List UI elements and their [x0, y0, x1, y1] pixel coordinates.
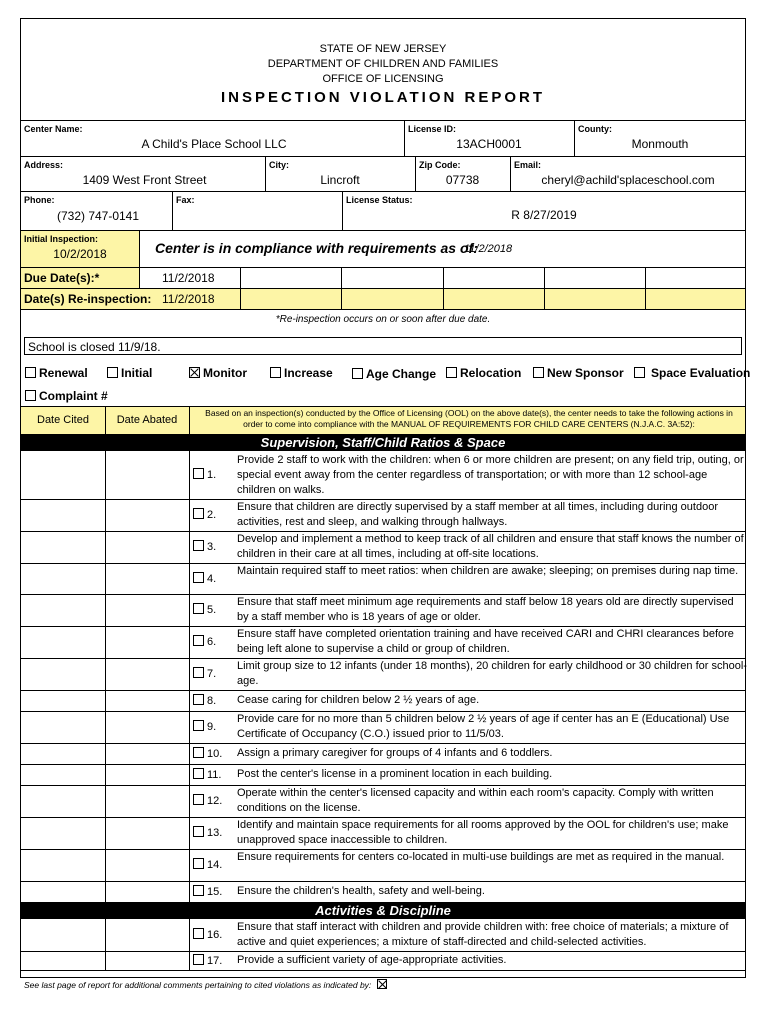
violation-text: Assign a primary caregiver for groups of 4 infants and 6 toddlers.: [237, 747, 553, 759]
violation-checkbox[interactable]: [193, 635, 216, 648]
footer-note: See last page of report for additional comments pertaining to cited violations as indicated by:: [24, 979, 390, 990]
violation-number: 4.: [207, 573, 217, 585]
checkbox-icon: [193, 747, 204, 758]
violation-number: 8.: [207, 695, 217, 707]
checkbox-icon: [25, 367, 36, 378]
violation-number: 9.: [207, 721, 217, 733]
zip-label: Zip Code:: [419, 160, 461, 170]
violation-checkbox[interactable]: [193, 603, 216, 616]
compliance-date: 11/2/2018: [464, 243, 513, 255]
checkbox-icon: [446, 367, 457, 378]
option-monitor[interactable]: Monitor: [189, 366, 247, 380]
license-id-label: License ID:: [408, 124, 457, 134]
license-id: 13ACH0001: [456, 137, 522, 151]
violation-text: Ensure staff have completed orientation training and have received CARI and CHRI clearances before being left alone to supervise a child or group of children.: [237, 628, 734, 655]
checkbox-icon: [634, 367, 645, 378]
violation-row: [21, 594, 745, 626]
checkbox-icon: [107, 367, 118, 378]
checkbox-icon: [193, 954, 204, 965]
option-new-sponsor[interactable]: New Sponsor: [533, 366, 624, 380]
checkbox-icon: [270, 367, 281, 378]
compliance-statement: Center is in compliance with requirements as of:: [155, 240, 478, 256]
violation-checkbox[interactable]: [193, 720, 216, 733]
violation-row: [21, 690, 745, 711]
violation-row: [21, 881, 745, 902]
violation-checkbox[interactable]: [193, 858, 222, 871]
option-renewal[interactable]: Renewal: [25, 366, 88, 380]
due-date-label: Due Date(s):*: [24, 271, 100, 285]
violation-checkbox[interactable]: [193, 826, 222, 839]
checkbox-icon: [193, 826, 204, 837]
center-name-label: Center Name:: [24, 124, 83, 134]
violation-number: 5.: [207, 604, 217, 616]
violation-checkbox[interactable]: [193, 747, 222, 760]
violation-text: Provide a sufficient variety of age-appropriate activities.: [237, 954, 507, 966]
county: Monmouth: [631, 137, 689, 151]
email: cheryl@achild'splaceschool.com: [541, 173, 715, 187]
violation-number: 13.: [207, 827, 223, 839]
state-name: STATE OF NEW JERSEY: [319, 43, 447, 55]
checkbox-icon: [193, 508, 204, 519]
department-name: DEPARTMENT OF CHILDREN AND FAMILIES: [267, 58, 499, 70]
violation-number: 6.: [207, 636, 217, 648]
reinspection-date: 11/2/2018: [162, 292, 215, 306]
address-label: Address:: [24, 160, 64, 170]
checkbox-icon: [533, 367, 544, 378]
checkbox-icon: [193, 768, 204, 779]
checkbox-icon: [193, 635, 204, 646]
option-space-evaluation[interactable]: Space Evaluation: [634, 366, 750, 380]
violation-text: Post the center's license in a prominent location in each building.: [237, 768, 553, 780]
violation-text: Provide 2 staff to work with the children: when 6 or more children are present; on any field trip, outing, or special event away from the center regardless of transportation; or with more than 12 school-age children on walks.: [237, 454, 744, 496]
violation-text: Ensure that staff interact with children and provide children with: free choice of materials; a mixture of active and quiet experiences; a mixture of staff-directed and child-selected activities.: [237, 921, 729, 948]
violation-checkbox[interactable]: [193, 928, 222, 941]
license-status: R 8/27/2019: [511, 208, 577, 222]
phone: (732) 747-0141: [56, 209, 140, 223]
checkbox-icon: [25, 390, 36, 401]
checkbox-icon: [193, 928, 204, 939]
option-increase[interactable]: Increase: [270, 366, 333, 380]
violation-text: Ensure requirements for centers co-located in multi-use buildings are met as required in the manual.: [237, 851, 725, 863]
reinspection-note: *Re-inspection occurs on or soon after due date.: [275, 314, 491, 325]
county-label: County:: [578, 124, 612, 134]
option-complaint[interactable]: Complaint #: [25, 389, 108, 403]
violation-row: [21, 743, 745, 764]
violation-checkbox[interactable]: [193, 468, 216, 481]
violation-row: [21, 951, 745, 970]
violation-row: [21, 849, 745, 881]
option-age-change[interactable]: Age Change: [352, 367, 436, 381]
violation-text: Develop and implement a method to keep track of all children and ensure that staff knows the number of children in their care at all times, including at off-site locations.: [237, 533, 744, 560]
violation-row: [21, 817, 745, 849]
violation-number: 10.: [207, 748, 223, 760]
checkbox-icon: [193, 603, 204, 614]
row-divider: [20, 902, 746, 903]
violation-checkbox[interactable]: [193, 885, 222, 898]
violation-number: 14.: [207, 859, 223, 871]
option-initial[interactable]: Initial: [107, 366, 152, 380]
report-header: [20, 42, 746, 105]
checkbox-icon: [193, 540, 204, 551]
violation-text: Ensure that staff meet minimum age requirements and staff below 18 years old are directly supervised by a staff member who is 18 years of age or older.: [237, 596, 734, 623]
section-header-activities: Activities & Discipline: [21, 902, 745, 919]
violation-number: 17.: [207, 955, 223, 967]
license-status-label: License Status:: [346, 195, 413, 205]
violation-number: 15.: [207, 886, 223, 898]
office-name: OFFICE OF LICENSING: [322, 73, 444, 85]
violation-number: 7.: [207, 668, 217, 680]
violation-number: 2.: [207, 509, 217, 521]
violation-number: 16.: [207, 929, 223, 941]
violation-number: 12.: [207, 795, 223, 807]
violation-row: [21, 563, 745, 594]
date-cited-header: Date Cited: [37, 414, 89, 426]
initial-inspection-date: 10/2/2018: [53, 247, 107, 261]
checkbox-icon: [193, 468, 204, 479]
email-label: Email:: [514, 160, 542, 170]
row-divider: [20, 970, 746, 971]
violation-checkbox[interactable]: [193, 508, 216, 521]
violation-text: Limit group size to 12 infants (under 18 months), 20 children for early childhood or 30 children for school-age.: [237, 660, 747, 687]
violation-row: [21, 711, 745, 743]
checkbox-icon: [193, 694, 204, 705]
instructions-header: Based on an inspection(s) conducted by the Office of Licensing (OOL) on the above date(s), the center needs to take the following actions in order to come into compliance with the MANUAL OF REQUIREMENTS FOR CHILD CARE CENTERS (N.J.A.C. 3A:52):: [205, 408, 733, 429]
zip-code: 07738: [445, 173, 480, 187]
checkbox-icon: [193, 720, 204, 731]
violation-checkbox[interactable]: [193, 954, 222, 967]
violation-row: [21, 658, 745, 690]
city-label: City:: [269, 160, 289, 170]
violation-checkbox[interactable]: [193, 794, 222, 807]
violation-row: [21, 499, 745, 531]
violation-number: 1.: [207, 469, 217, 481]
violation-row: [21, 785, 745, 817]
reinspection-label: Date(s) Re-inspection:: [24, 292, 152, 306]
violation-checkbox[interactable]: [193, 572, 216, 585]
violation-row: [21, 531, 745, 563]
due-date: 11/2/2018: [162, 271, 215, 285]
violation-checkbox[interactable]: [193, 768, 221, 781]
checkbox-icon: [193, 858, 204, 869]
violation-checkbox[interactable]: [193, 667, 216, 680]
violation-text: Maintain required staff to meet ratios: when children are awake; sleeping; on premises during nap time.: [237, 565, 739, 577]
fax-label: Fax:: [176, 195, 195, 205]
violation-row: [21, 451, 745, 499]
checkbox-icon: [193, 794, 204, 805]
checkbox-icon: [352, 368, 363, 379]
checkbox-icon: [193, 885, 204, 896]
phone-label: Phone:: [24, 195, 55, 205]
violation-number: 11.: [207, 769, 222, 781]
violation-text: Ensure that children are directly supervised by a staff member at all times, including during outdoor activities, rest and sleep, and walking through hallways.: [237, 501, 718, 528]
violation-text: Identify and maintain space requirements for all rooms approved by the OOL for children's use; make unapproved space inaccessible to children.: [237, 819, 729, 846]
violation-row: [21, 764, 745, 785]
violation-checkbox[interactable]: [193, 540, 216, 553]
center-name: A Child's Place School LLC: [141, 137, 287, 151]
report-title: INSPECTION VIOLATION REPORT: [220, 89, 546, 106]
violation-text: Ensure the children's health, safety and well-being.: [237, 885, 485, 897]
address: 1409 West Front Street: [82, 173, 207, 187]
violation-number: 3.: [207, 541, 217, 553]
city: Lincroft: [320, 173, 360, 187]
violation-checkbox[interactable]: [193, 694, 216, 707]
initial-inspection-label: Initial Inspection:: [24, 234, 99, 244]
violation-row: [21, 626, 745, 658]
violation-text: Cease caring for children below 2 ½ years of age.: [237, 694, 480, 706]
checkbox-icon: [193, 667, 204, 678]
violation-text: Provide care for no more than 5 children below 2 ½ years of age if center has an E (Educational) Use Certificate of Occupancy (C.O.) issued prior to 11/5/03.: [237, 713, 730, 740]
option-relocation[interactable]: Relocation: [446, 366, 521, 380]
section-header-supervision: Supervision, Staff/Child Ratios & Space: [21, 434, 745, 451]
violation-row: [21, 919, 745, 951]
comment-field[interactable]: School is closed 11/9/18.: [24, 337, 742, 355]
violation-text: Operate within the center's licensed capacity and within each room's capacity. Comply with written conditions on the license.: [237, 787, 714, 814]
checked-box-icon: [377, 979, 387, 989]
checked-box-icon: [189, 367, 200, 378]
date-abated-header: Date Abated: [116, 414, 178, 426]
checkbox-icon: [193, 572, 204, 583]
